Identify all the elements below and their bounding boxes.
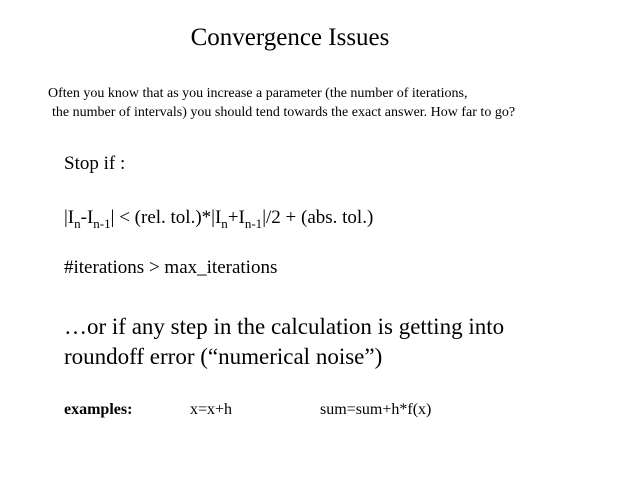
stop-if-heading: Stop if :	[64, 153, 126, 174]
example-item: x=x+h	[190, 401, 233, 418]
formula-part-5: |/2 + (abs. tol.)	[262, 207, 374, 228]
iterations-condition: #iterations > max_iterations	[64, 257, 278, 278]
intro-paragraph	[48, 84, 515, 122]
formula-sub-3: n	[221, 216, 228, 231]
intro-line-1: Often you know that as you increase a parameter (the number of iterations,	[48, 86, 468, 101]
slide-title: Convergence Issues	[190, 24, 390, 51]
example-item: sum=sum+h*f(x)	[320, 401, 432, 418]
tolerance-formula	[64, 204, 373, 232]
roundoff-line-1: …or if any step in the calculation is getting into	[64, 314, 505, 339]
roundoff-line-2: roundoff error (“numerical noise”)	[64, 344, 383, 369]
roundoff-paragraph	[64, 312, 504, 372]
formula-part-2: -I	[80, 207, 94, 228]
formula-part-4: +I	[227, 207, 245, 228]
examples-label: examples:	[64, 401, 133, 418]
formula-part-3: | < (rel. tol.)*|I	[110, 207, 222, 228]
formula-sub-4: n-1	[244, 216, 263, 231]
formula-sub-1: n	[74, 216, 81, 231]
formula-part-1: |I	[64, 207, 75, 228]
intro-line-2: the number of intervals) you should tend towards the exact answer. How far to go?	[52, 105, 516, 120]
formula-sub-2: n-1	[93, 216, 111, 231]
